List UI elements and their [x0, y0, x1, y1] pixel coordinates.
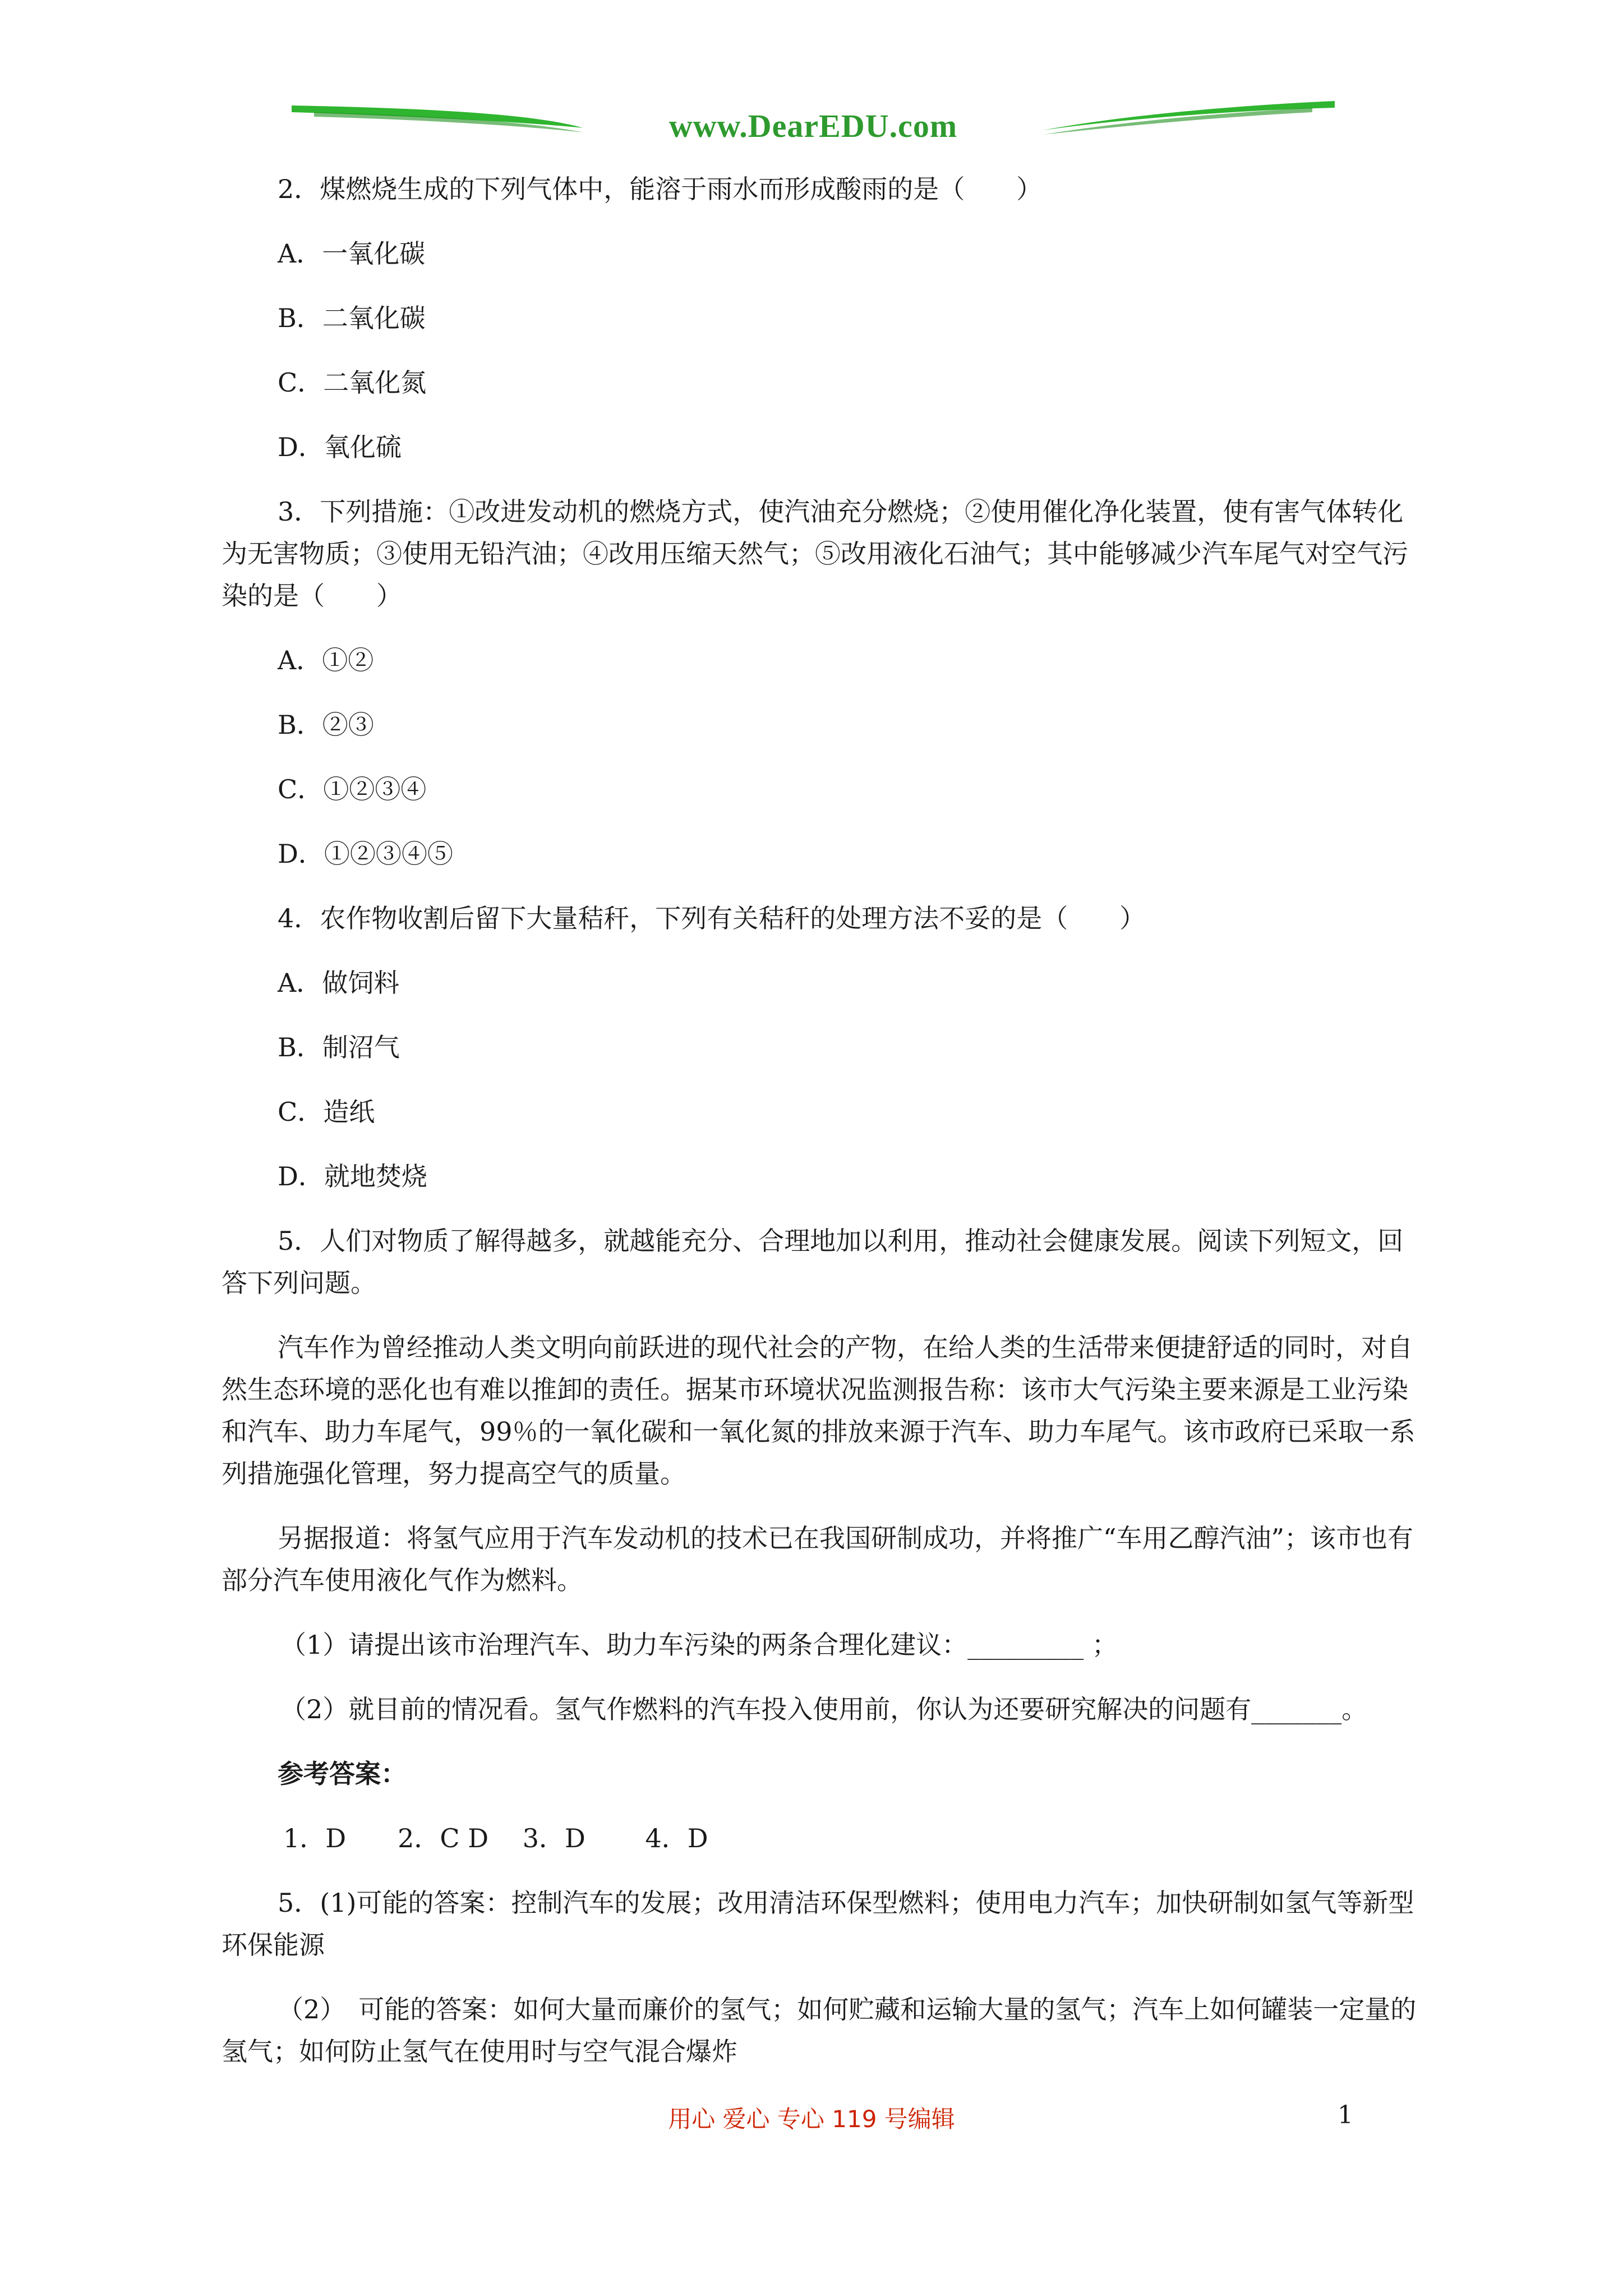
option-d: D．氧化硫 — [278, 432, 402, 462]
site-header-banner — [292, 95, 1335, 157]
reading-paragraph-1: 汽车作为曾经推动人类文明向前跃进的现代社会的产物，在给人类的生活带来便捷舒适的同时，对自然生态环境的恶化也有难以推卸的责任。据某市环境状况监测报告称：该市大气污染主要来源是工业污染和汽车、助力车尾气，99％的一氧化碳和一氧化氮的排放来源于汽车、助力车尾气。该市政府已采取一系列措施强化管理，努力提高空气的质量。 — [222, 1332, 1415, 1489]
page-footer — [0, 2101, 1623, 2140]
option-a: A．做饲料 — [278, 968, 400, 998]
question-stem: 5．人们对物质了解得越多，就越能充分、合理地加以利用，推动社会健康发展。阅读下列短文，回答下列问题。 — [222, 1226, 1404, 1298]
option-c: C．①②③④ — [278, 774, 427, 804]
option-b: B．二氧化碳 — [278, 303, 426, 333]
question-stem: 4．农作物收割后留下大量秸秆，下列有关秸秆的处理方法不妥的是（ ） — [278, 903, 1146, 933]
option-d: D．就地焚烧 — [278, 1161, 427, 1191]
option-c: C．造纸 — [278, 1097, 375, 1127]
site-name: www.DearEDU.com — [668, 108, 958, 144]
document-body — [222, 168, 1427, 2095]
sub-question-2: （2）就目前的情况看。氢气作燃料的汽车投入使用前，你认为还要研究解决的问题有_______。 — [280, 1694, 1368, 1724]
answer-key — [222, 1753, 1427, 2073]
sub-question-1: （1）请提出该市治理汽车、助力车污染的两条合理化建议：_________ ； — [280, 1630, 1118, 1660]
option-a: A．一氧化碳 — [278, 238, 426, 269]
reading-paragraph-2: 另据报道：将氢气应用于汽车发动机的技术已在我国研制成功，并将推广“车用乙醇汽油”；该市也有部分汽车使用液化气作为燃料。 — [222, 1523, 1414, 1595]
option-b: B．②③ — [278, 710, 374, 740]
answer-line-1-4: 1．D 2．C D 3．D 4．D — [283, 1823, 708, 1853]
question-stem: 3．下列措施：①改进发动机的燃烧方式，使汽油充分燃烧；②使用催化净化装置，使有害气体转化为无害物质；③使用无铅汽油；④改用压缩天然气；⑤改用液化石油气；其中能够减少汽车尾气对空气污染的是（ ） — [222, 496, 1408, 611]
question-stem: 2．煤燃烧生成的下列气体中，能溶于雨水而形成酸雨的是（ ） — [278, 174, 1043, 204]
answer-5-part-1: 5．(1)可能的答案：控制汽车的发展；改用清洁环保型燃料；使用电力汽车；加快研制如氢气等新型环保能源 — [222, 1888, 1414, 1960]
option-d: D．①②③④⑤ — [278, 839, 453, 869]
question-5 — [222, 1220, 1427, 1731]
question-4 — [222, 898, 1427, 1198]
answer-5-part-2: （2） 可能的答案：如何大量而廉价的氢气；如何贮藏和运输大量的氢气；汽车上如何罐装一定量的氢气；如何防止氢气在使用时与空气混合爆炸 — [222, 1994, 1417, 2067]
page-number: 1 — [1338, 2101, 1353, 2129]
footer-slogan: 用心 爱心 专心 119 号编辑 — [668, 2105, 955, 2133]
question-3 — [222, 491, 1427, 875]
question-2 — [222, 168, 1427, 468]
option-a: A．①② — [278, 645, 374, 675]
option-b: B．制沼气 — [278, 1032, 400, 1062]
answer-key-title: 参考答案： — [278, 1759, 407, 1789]
option-c: C．二氧化氮 — [278, 367, 427, 398]
